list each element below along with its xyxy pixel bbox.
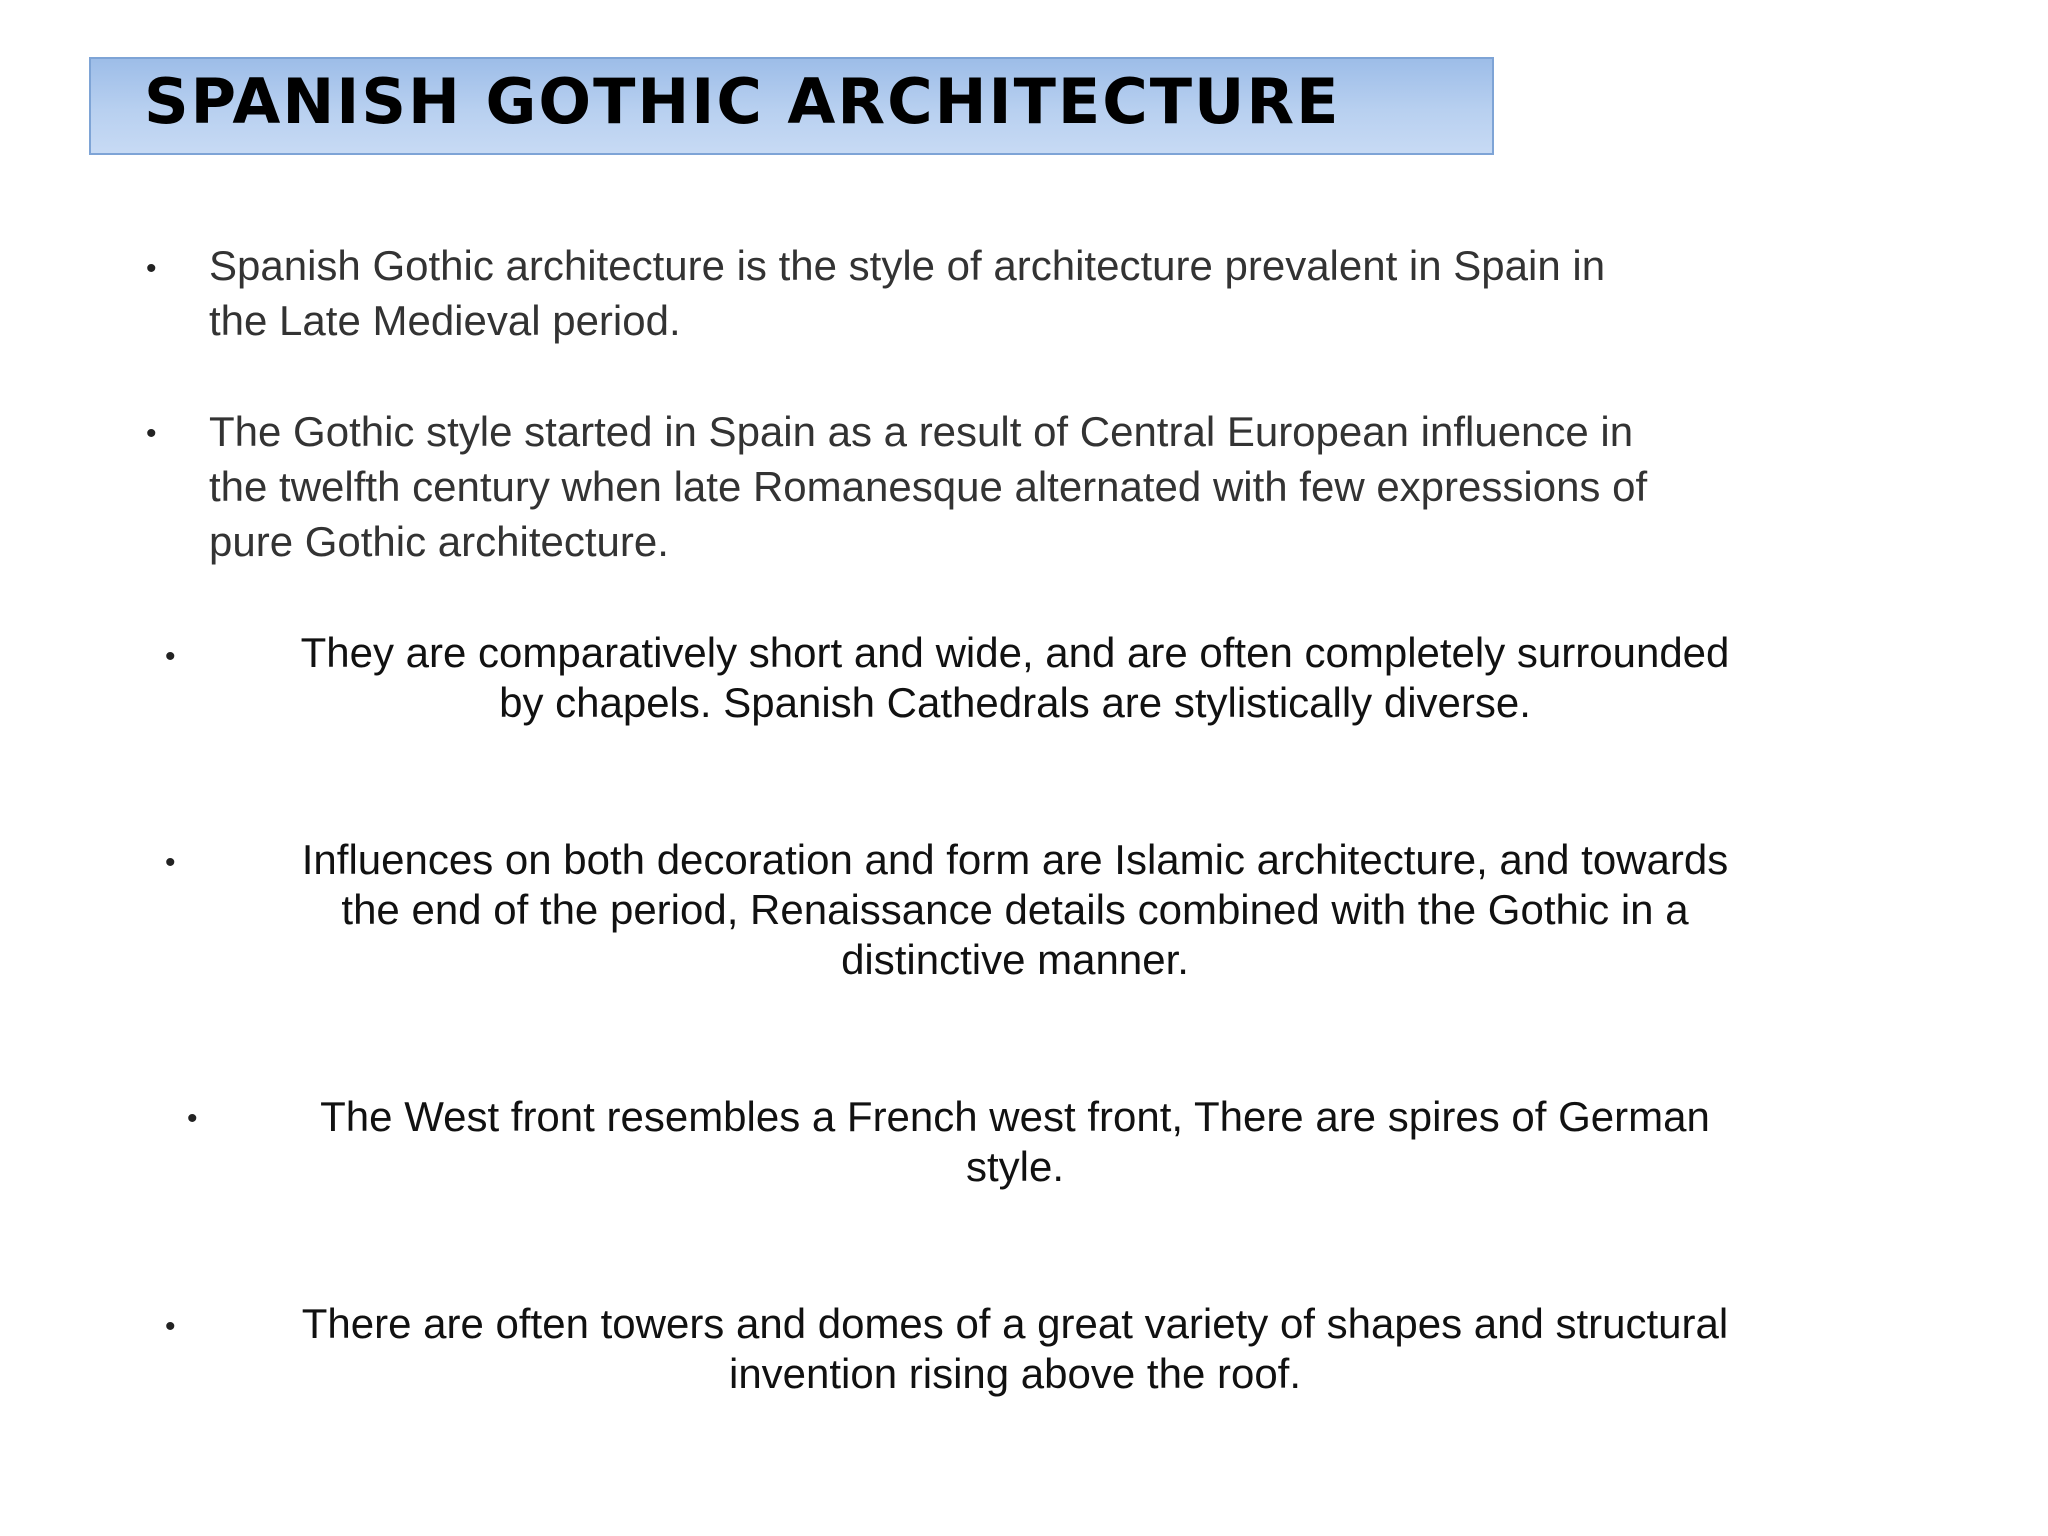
- bullet-icon: •: [146, 417, 157, 450]
- bullet-line: There are often towers and domes of a great variety of shapes and structural: [301, 1300, 1729, 1347]
- bullet-icon: •: [165, 846, 176, 879]
- bullet-icon: •: [165, 640, 176, 673]
- bullet-line: style.: [965, 1143, 1065, 1190]
- bullet-line: the twelfth century when late Romanesque alternated with few expressions of: [209, 463, 1648, 510]
- title-banner: [89, 57, 1494, 155]
- bullet-icon: •: [187, 1102, 198, 1135]
- bullet-line: pure Gothic architecture.: [209, 518, 669, 565]
- bullet-item-5: [215, 1092, 1815, 1192]
- bullet-line: The Gothic style started in Spain as a result of Central European influence in: [209, 408, 1634, 455]
- bullet-line: Spanish Gothic architecture is the style of architecture prevalent in Spain in: [209, 242, 1606, 289]
- bullet-icon: •: [146, 252, 157, 285]
- bullet-item-4: [215, 835, 1815, 985]
- bullet-line: invention rising above the roof.: [728, 1350, 1302, 1397]
- slide-title: SPANISH GOTHIC ARCHITECTURE: [144, 65, 1341, 138]
- bullet-line: the end of the period, Renaissance details combined with the Gothic in a: [341, 886, 1689, 933]
- bullet-line: distinctive manner.: [841, 936, 1189, 983]
- bullet-line: Influences on both decoration and form are Islamic architecture, and towards: [301, 836, 1729, 883]
- bullet-icon: •: [165, 1310, 176, 1343]
- bullet-line: The West front resembles a French west front, There are spires of German: [320, 1093, 1710, 1140]
- bullet-item-6: [215, 1299, 1815, 1399]
- bullet-item-3: [215, 628, 1815, 728]
- bullet-line: by chapels. Spanish Cathedrals are stylistically diverse.: [499, 679, 1531, 726]
- bullet-line: the Late Medieval period.: [209, 297, 681, 344]
- bullet-item-1: [209, 238, 1809, 348]
- bullet-line: They are comparatively short and wide, and are often completely surrounded: [300, 629, 1730, 676]
- bullet-item-2: [209, 404, 1829, 569]
